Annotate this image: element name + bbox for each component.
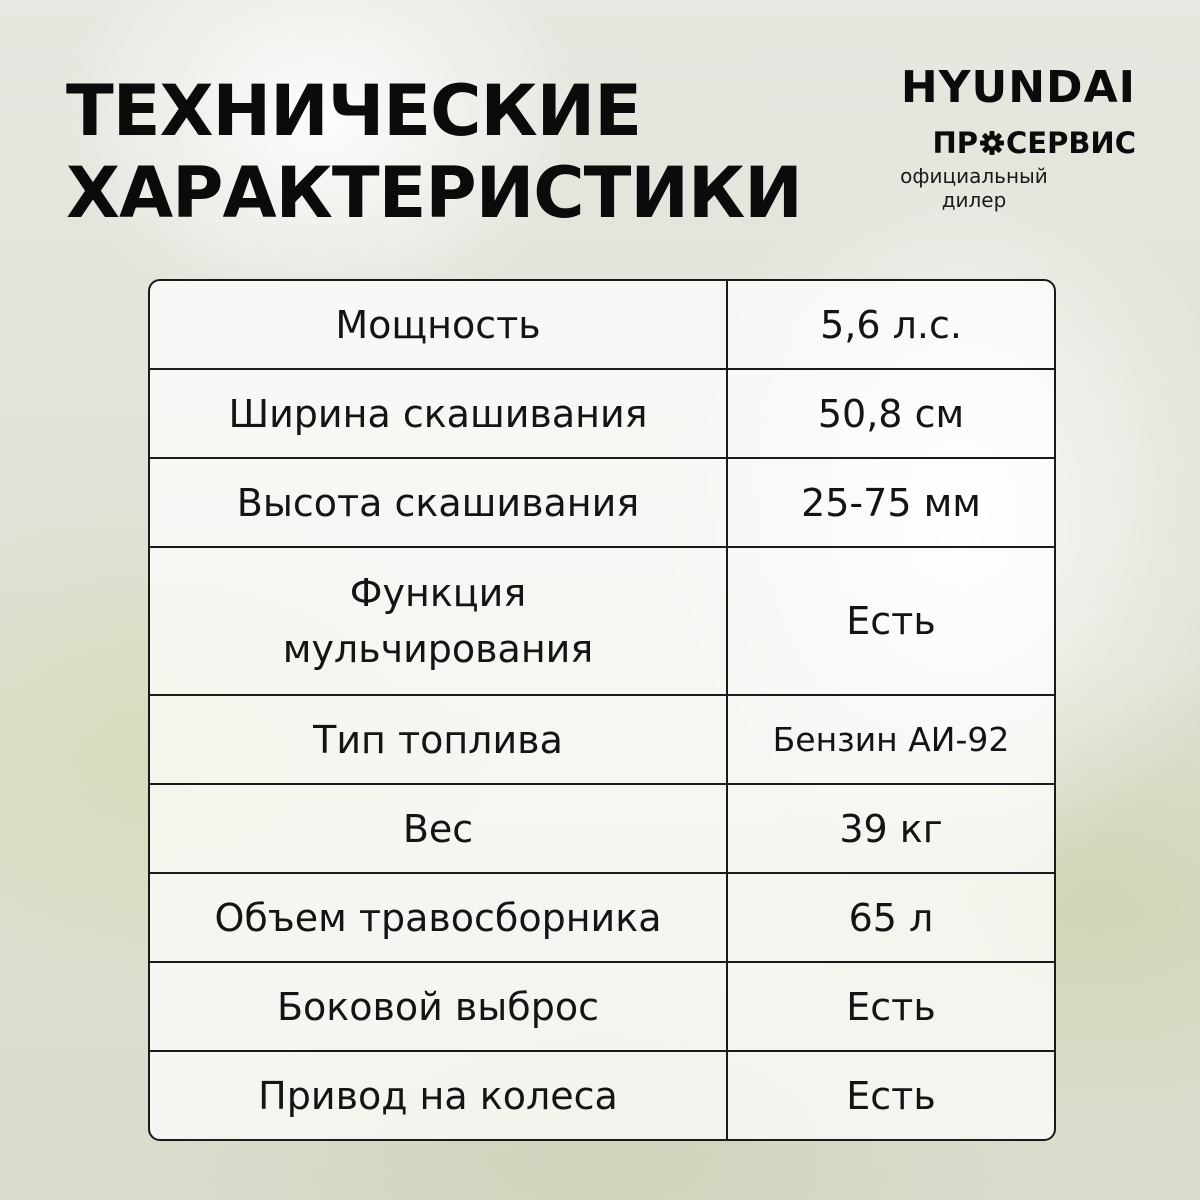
- gear-icon: [979, 130, 1005, 156]
- spec-label: Вес: [150, 785, 728, 872]
- table-row: [150, 459, 1054, 548]
- spec-label: Привод на колеса: [150, 1052, 728, 1139]
- spec-label: Тип топлива: [150, 696, 728, 783]
- brand-tagline-line-1: официальный: [900, 164, 1048, 188]
- page-title-line-2: ХАРАКТЕРИСТИКИ: [66, 152, 802, 234]
- spec-value: 50,8 см: [817, 391, 965, 436]
- brand-subname-left: ПР: [932, 126, 978, 160]
- spec-value: 65 л: [848, 895, 934, 940]
- specs-table: [148, 279, 1056, 1141]
- spec-label: Ширина скашивания: [150, 370, 728, 457]
- spec-value: Бензин АИ-92: [772, 719, 1010, 759]
- spec-value: 5,6 л.с.: [820, 302, 962, 347]
- spec-value: Есть: [846, 984, 936, 1029]
- table-row: [150, 785, 1054, 874]
- brand-logo: [846, 62, 1136, 212]
- spec-value: 25-75 мм: [801, 480, 981, 525]
- brand-tagline: [846, 164, 1102, 212]
- spec-label: Высота скашивания: [150, 459, 728, 546]
- table-row: [150, 874, 1054, 963]
- brand-subname: [846, 126, 1136, 160]
- brand-name: HYUNDAI: [900, 62, 1136, 113]
- spec-label: Мощность: [150, 281, 728, 368]
- spec-label: Функция мульчирования: [150, 548, 728, 694]
- table-row: [150, 281, 1054, 370]
- table-row: [150, 370, 1054, 459]
- spec-value: Есть: [846, 599, 936, 643]
- brand-tagline-line-2: дилер: [941, 188, 1007, 212]
- table-row: [150, 963, 1054, 1052]
- spec-value: 39 кг: [839, 806, 943, 851]
- table-row: [150, 548, 1054, 696]
- spec-label: Объем травосборника: [150, 874, 728, 961]
- spec-label: Боковой выброс: [150, 963, 728, 1050]
- brand-subname-right: СЕРВИС: [1005, 126, 1136, 160]
- table-row: [150, 1052, 1054, 1139]
- table-row: [150, 696, 1054, 785]
- page-title: [66, 70, 802, 234]
- spec-value: Есть: [846, 1073, 936, 1118]
- page-title-line-1: ТЕХНИЧЕСКИЕ: [66, 70, 642, 152]
